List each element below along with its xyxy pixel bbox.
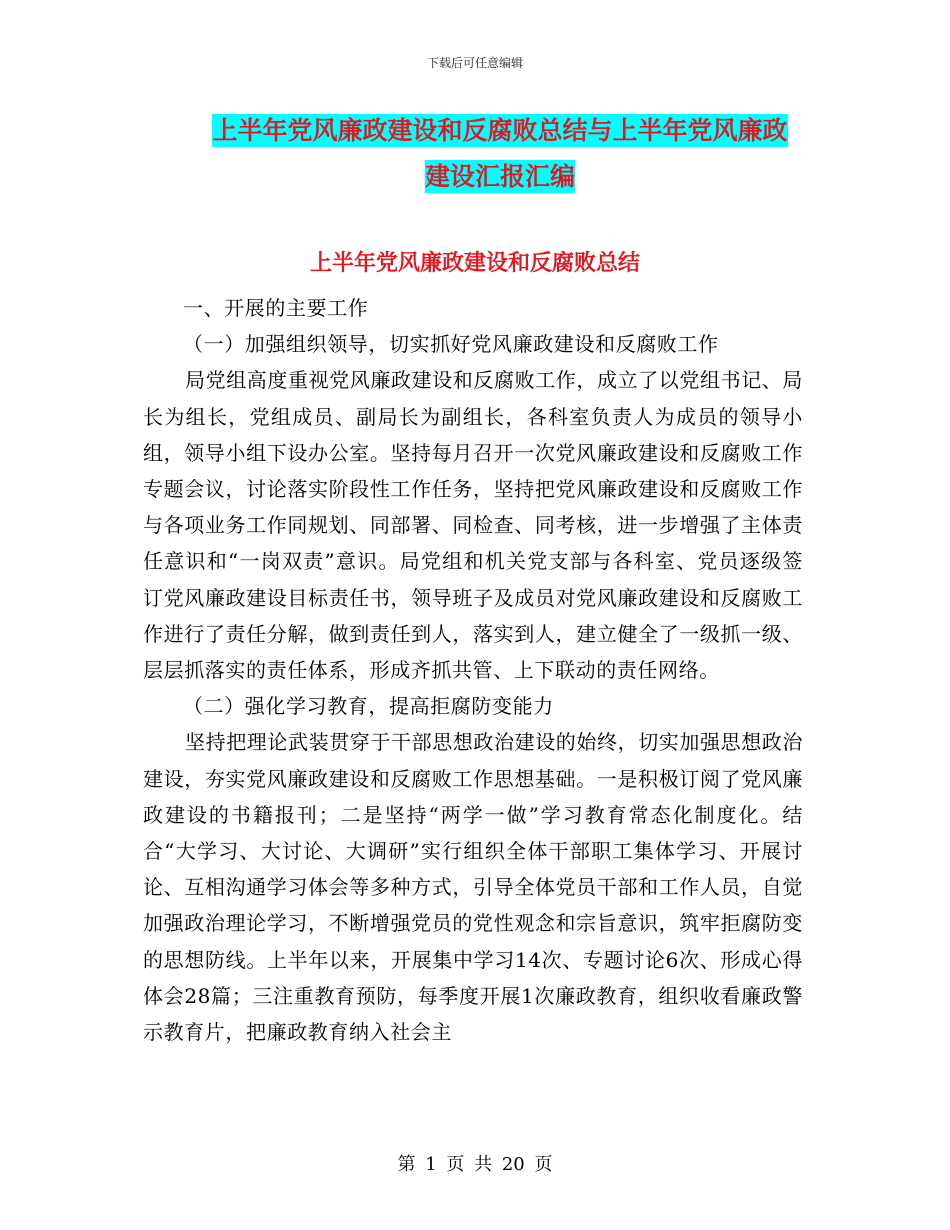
heading-level-1: 一、开展的主要工作 — [183, 296, 369, 320]
document-body — [143, 290, 803, 1050]
paragraph-2: 坚持把理论武装贯穿于干部思想政治建设的始终，切实加强思想政治建设，夯实党风廉政建设和反腐败工作思想基础。一是积极订阅了党风廉政建设的书籍报刊；二是坚持“两学一做”学习教育常态化制度化。结合“大学习、大讨论、大调研”实行组织全体干部职工集体学习、开展讨论、互相沟通学习体会等多种方式，引导全体党员干部和工作人员，自觉加强政治理论学习，不断增强党员的党性观念和宗旨意识，筑牢拒腐防变的思想防线。上半年以来，开展集中学习14次、专题讨论6次、形成心得体会28篇；三注重教育预防，每季度开展1次廉政教育，组织收看廉政警示教育片，把廉政教育纳入社会主 — [143, 730, 803, 1045]
document-title — [150, 108, 850, 200]
section-title: 上半年党风廉政建设和反腐败总结 — [309, 250, 640, 276]
header-note: 下载后可任意编辑 — [426, 56, 523, 70]
paragraph-1: 局党组高度重视党风廉政建设和反腐败工作，成立了以党组书记、局长为组长，党组成员、副局长为副组长，各科室负责人为成员的领导小组，领导小组下设办公室。坚持每月召开一次党风廉政建设和反腐败工作专题会议，讨论落实阶段性工作任务，坚持把党风廉政建设和反腐败工作与各项业务工作同规划、同部署、同检查、同考核，进一步增强了主体责任意识和“一岗双责”意识。局党组和机关党支部与各科室、党员逐级签订党风廉政建设目标责任书，领导班子及成员对党风廉政建设和反腐败工作进行了责任分解，做到责任到人，落实到人，建立健全了一级抓一级、层层抓落实的责任体系，形成齐抓共管、上下联动的责任网络。 — [143, 368, 803, 683]
title-line-1: 上半年党风廉政建设和反腐败总结与上半年党风廉政 — [212, 116, 788, 145]
page-footer: 第 1 页 共 20 页 — [397, 1154, 553, 1175]
title-line-2: 建设汇报汇编 — [424, 162, 575, 191]
heading-level-2-second: （二）强化学习教育，提高拒腐防变能力 — [183, 694, 554, 719]
heading-level-2-first: （一）加强组织领导，切实抓好党风廉政建设和反腐败工作 — [183, 332, 719, 357]
